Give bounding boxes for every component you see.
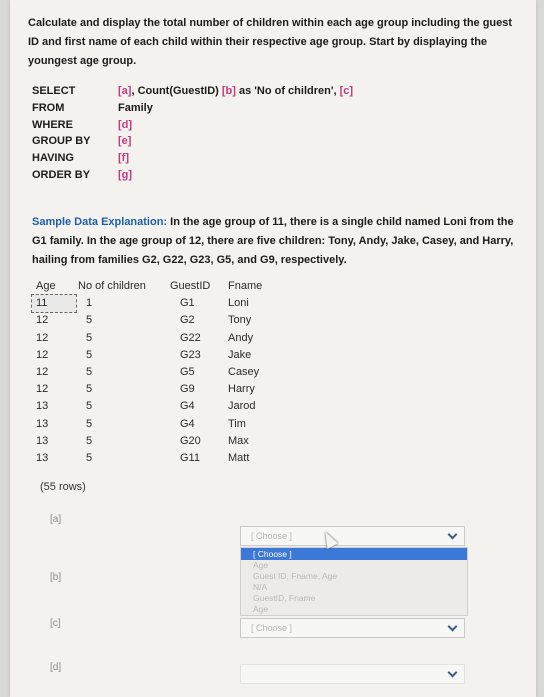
table-row — [32, 347, 288, 364]
cell-fname: Loni — [228, 297, 249, 310]
blank-f: [f] — [118, 152, 129, 165]
sql-keyword: FROM — [32, 101, 65, 114]
sql-from-row — [32, 100, 353, 117]
column-header-fname: Fname — [228, 280, 263, 292]
blank-d: [d] — [118, 118, 133, 131]
cell-count: 5 — [86, 383, 93, 396]
blank-g: [g] — [118, 168, 133, 181]
table-row — [32, 364, 288, 381]
cell-count: 5 — [86, 400, 93, 413]
chevron-down-icon — [448, 530, 458, 540]
table-row — [32, 312, 288, 329]
dropdown-option[interactable]: [ Choose ] — [241, 548, 467, 560]
cell-count: 5 — [86, 366, 93, 379]
cell-count: 5 — [86, 452, 93, 465]
sql-orderby-row — [32, 167, 353, 184]
answer-label-b: [b] — [50, 572, 62, 583]
select-value: [ Choose ] — [251, 531, 293, 541]
cell-age: 12 — [36, 366, 49, 379]
dropdown-menu[interactable] — [240, 547, 468, 616]
sql-text: , Count(GuestID) — [131, 85, 222, 97]
sql-keyword: ORDER BY — [32, 168, 91, 181]
cell-fname: Casey — [228, 366, 260, 379]
cell-guestid: G4 — [180, 400, 195, 413]
cell-count: 5 — [86, 331, 93, 344]
blank-e: [e] — [118, 135, 132, 148]
table-row — [32, 295, 288, 312]
dropdown-option[interactable]: Guest ID, Fname, Age — [253, 571, 338, 581]
sample-explanation — [32, 213, 528, 270]
answer-select-c[interactable] — [240, 618, 465, 638]
cell-age: 13 — [36, 434, 49, 447]
dropdown-option[interactable]: Age — [253, 604, 269, 614]
answer-label-a: [a] — [50, 514, 62, 525]
column-header-guestid: GuestID — [170, 280, 211, 292]
cell-count: 5 — [86, 314, 93, 327]
answer-label-d: [d] — [50, 662, 62, 673]
sql-template — [32, 83, 353, 184]
cell-age: 12 — [36, 331, 49, 344]
cell-fname: Max — [228, 434, 249, 447]
table-row — [32, 416, 288, 433]
sql-keyword: HAVING — [32, 152, 74, 165]
cell-guestid: G20 — [180, 434, 201, 447]
blank-c: [c] — [339, 85, 354, 97]
sql-keyword: SELECT — [32, 85, 76, 97]
sql-having-row — [32, 150, 353, 167]
sql-where-row — [32, 117, 353, 134]
table-row — [32, 381, 288, 398]
answer-select-d[interactable] — [240, 664, 465, 684]
cell-fname: Andy — [228, 331, 254, 344]
cell-guestid: G22 — [180, 331, 201, 344]
cell-fname: Jarod — [228, 400, 256, 413]
sql-groupby-row — [32, 133, 353, 150]
sample-text: In the age group of 11, there is a single child named Loni from the G1 family. In the age group of 12, there are five children: Tony, Andy, Jake, Casey, and Harry, hailing from families G2, G22, G23, G5, and G9, respectively. — [32, 216, 514, 266]
table-row — [32, 433, 288, 450]
select-value: [ Choose ] — [251, 623, 293, 633]
cell-guestid: G1 — [180, 297, 195, 310]
cell-age: 12 — [36, 348, 49, 361]
table-row — [32, 330, 288, 347]
blank-a: [a] — [118, 85, 132, 97]
sql-keyword: WHERE — [32, 118, 73, 131]
table-header-row — [32, 278, 288, 295]
cell-age: 13 — [36, 417, 49, 430]
cell-fname: Harry — [228, 383, 255, 396]
sql-select-row — [32, 83, 353, 100]
sql-text: as 'No of children', — [235, 85, 340, 97]
dropdown-option[interactable]: Age — [253, 560, 269, 570]
chevron-down-icon — [448, 668, 458, 678]
dropdown-option[interactable]: GuestID, Fname — [253, 593, 316, 603]
cell-count: 5 — [86, 434, 93, 447]
cell-count: 5 — [86, 348, 93, 361]
cell-guestid: G4 — [180, 417, 195, 430]
row-count: (55 rows) — [40, 481, 86, 493]
column-header-count: No of children — [78, 280, 146, 292]
column-header-age: Age — [36, 280, 56, 292]
cell-age: 13 — [36, 452, 49, 465]
table-row — [32, 450, 288, 467]
cell-age: 13 — [36, 400, 49, 413]
cell-guestid: G11 — [180, 452, 200, 465]
blank-b: [b] — [221, 85, 236, 97]
cell-fname: Tim — [228, 417, 246, 430]
sample-lead: Sample Data Explanation: — [32, 216, 168, 228]
cell-age: 11 — [32, 295, 76, 312]
cell-fname: Jake — [228, 348, 252, 361]
question-text: Calculate and display the total number of children within each age group including the guest ID and first name of each child within their respective age group. Start by displaying the youngest age group. — [28, 17, 513, 67]
cell-fname: Matt — [228, 452, 250, 465]
cell-age: 12 — [36, 314, 49, 327]
sample-data-table — [32, 278, 288, 467]
cell-guestid: G23 — [180, 348, 201, 361]
cell-guestid: G9 — [180, 383, 195, 396]
sql-clause — [118, 83, 353, 100]
cell-guestid: G5 — [180, 366, 195, 379]
cell-fname: Tony — [228, 314, 252, 327]
cell-count: 5 — [86, 417, 93, 430]
chevron-down-icon — [448, 622, 458, 632]
cell-age: 12 — [36, 383, 49, 396]
table-row — [32, 398, 288, 415]
cell-guestid: G2 — [180, 314, 195, 327]
cell-count: 1 — [86, 297, 93, 310]
answer-label-c: [c] — [50, 618, 61, 629]
quiz-page — [10, 0, 536, 697]
answer-select-a[interactable] — [240, 526, 465, 546]
sql-keyword: GROUP BY — [32, 135, 91, 148]
sql-table-name: Family — [118, 101, 153, 114]
dropdown-option[interactable]: N/A — [253, 582, 268, 592]
